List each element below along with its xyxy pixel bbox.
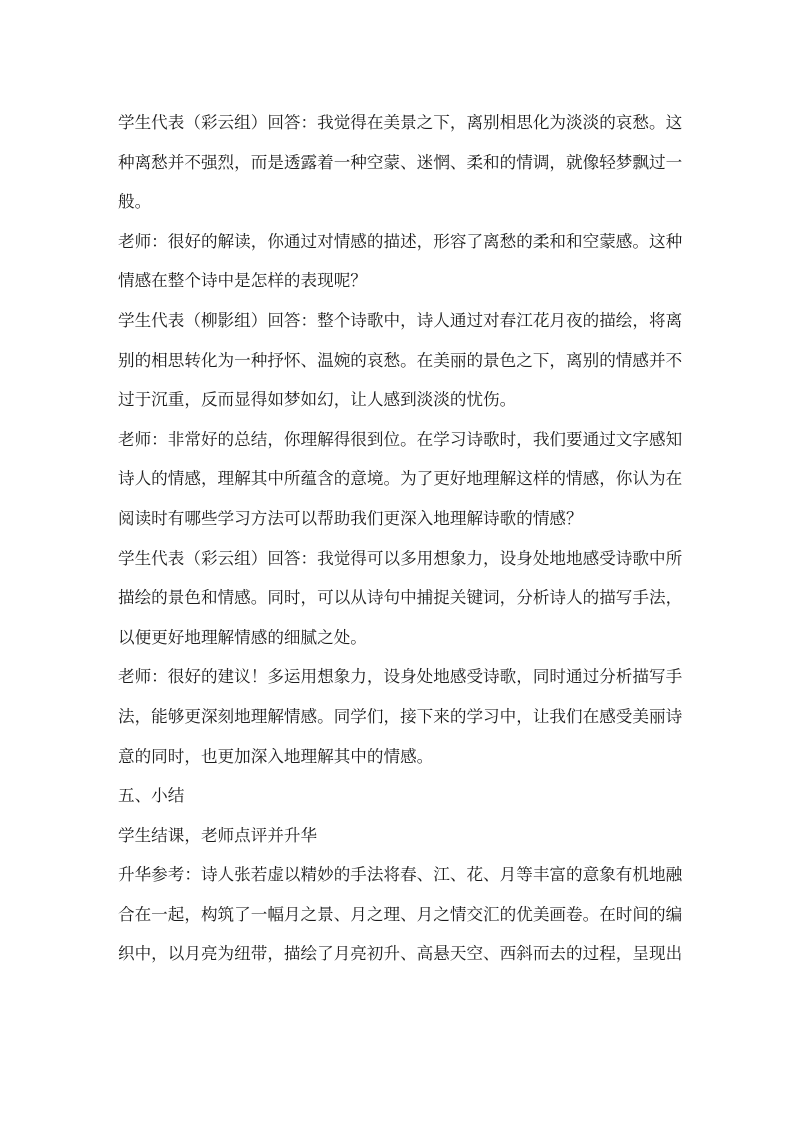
text-line: 诗人的情感，理解其中所蕴含的意境。为了更好地理解这样的情感，你认为在	[118, 469, 683, 489]
text-line: 描绘的景色和情感。同时，可以从诗句中捕捉关键词，分析诗人的描写手法，	[118, 588, 683, 608]
text-line: 意的同时，也更加深入地理解其中的情感。	[118, 746, 434, 766]
text-line: 般。	[118, 192, 152, 212]
text-line: 学生代表（柳影组）回答：整个诗歌中，诗人通过对春江花月夜的描绘，将离	[118, 310, 683, 330]
text-line: 阅读时有哪些学习方法可以帮助我们更深入地理解诗歌的情感？	[118, 508, 583, 528]
text-line: 老师：非常好的总结，你理解得很到位。在学习诗歌时，我们要通过文字感知	[118, 429, 683, 449]
text-line: 以便更好地理解情感的细腻之处。	[118, 627, 367, 647]
text-line: 老师：很好的解读，你通过对情感的描述，形容了离愁的柔和和空蒙感。这种	[118, 231, 683, 251]
text-line: 学生代表（彩云组）回答：我觉得可以多用想象力，设身处地地感受诗歌中所	[118, 548, 683, 568]
text-line: 老师：很好的建议！多运用想象力，设身处地感受诗歌，同时通过分析描写手	[118, 667, 683, 687]
text-line: 情感在整个诗中是怎样的表现呢？	[118, 271, 367, 291]
text-line: 法，能够更深刻地理解情感。同学们，接下来的学习中，让我们在感受美丽诗	[118, 706, 683, 726]
section-heading: 五、小结	[118, 786, 185, 806]
text-line: 别的相思转化为一种抒怀、温婉的哀愁。在美丽的景色之下，离别的情感并不	[118, 350, 683, 370]
text-line: 合在一起，构筑了一幅月之景、月之理、月之情交汇的优美画卷。在时间的编	[118, 904, 683, 924]
text-line: 学生代表（彩云组）回答：我觉得在美景之下，离别相思化为淡淡的哀愁。这	[118, 113, 683, 132]
text-line: 织中，以月亮为纽带，描绘了月亮初升、高悬天空、西斜而去的过程，呈现出	[118, 944, 683, 964]
text-line: 学生结课，老师点评并升华	[118, 825, 318, 845]
document-body	[118, 103, 684, 974]
text-line: 种离愁并不强烈，而是透露着一种空蒙、迷惘、柔和的情调，就像轻梦飘过一	[118, 152, 683, 172]
text-line: 升华参考：诗人张若虚以精妙的手法将春、江、花、月等丰富的意象有机地融	[118, 865, 683, 885]
text-line: 过于沉重，反而显得如梦如幻，让人感到淡淡的忧伤。	[118, 390, 517, 410]
